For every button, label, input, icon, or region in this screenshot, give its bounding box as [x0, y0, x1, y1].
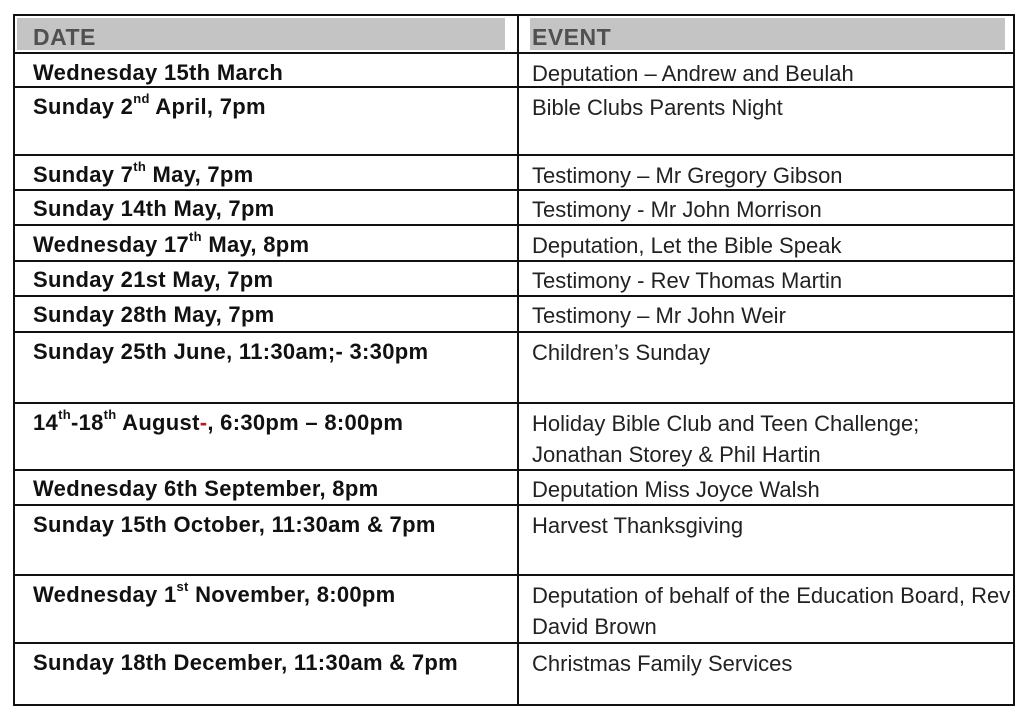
event-date: Sunday 28th May, 7pm	[33, 302, 275, 327]
table-row	[15, 404, 1013, 471]
header-event-label: EVENT	[532, 24, 612, 50]
table-header-row	[15, 16, 1013, 54]
table-row	[15, 506, 1013, 576]
event-date: Sunday 2nd April, 7pm	[33, 90, 266, 119]
event-name: Bible Clubs Parents Night	[532, 95, 783, 120]
table-row	[15, 54, 1013, 88]
event-date: Wednesday 15th March	[33, 60, 284, 85]
table-row	[15, 262, 1013, 297]
event-name: Testimony - Mr John Morrison	[532, 197, 822, 222]
event-name: Testimony – Mr Gregory Gibson	[532, 163, 843, 188]
event-name: Christmas Family Services	[532, 651, 793, 676]
events-table	[13, 14, 1015, 706]
event-date: 14th-18th August-, 6:30pm – 8:00pm	[33, 406, 404, 435]
table-row	[15, 226, 1013, 262]
header-date-label: DATE	[33, 24, 96, 50]
event-name: Children’s Sunday	[532, 340, 711, 365]
table-row	[15, 644, 1013, 704]
header-cell-date	[17, 18, 505, 50]
table-row	[15, 191, 1013, 226]
table-row	[15, 156, 1013, 191]
header-cell-event	[530, 18, 1005, 50]
event-name: Harvest Thanksgiving	[532, 513, 744, 538]
event-name: Testimony - Rev Thomas Martin	[532, 268, 843, 293]
event-name: Deputation – Andrew and Beulah	[532, 61, 854, 86]
event-name: Deputation of behalf of the Education Board, Rev David Brown	[532, 583, 1011, 639]
event-date: Sunday 14th May, 7pm	[33, 196, 275, 221]
table-row	[15, 576, 1013, 644]
table-row	[15, 297, 1013, 333]
event-date: Sunday 15th October, 11:30am & 7pm	[33, 512, 436, 537]
event-date: Wednesday 17th May, 8pm	[33, 228, 310, 257]
event-date: Wednesday 6th September, 8pm	[33, 476, 379, 501]
table-row	[15, 88, 1013, 156]
event-name: Holiday Bible Club and Teen Challenge; Jonathan Storey & Phil Hartin	[532, 411, 920, 467]
table-row	[15, 333, 1013, 404]
event-name: Deputation, Let the Bible Speak	[532, 233, 842, 258]
event-name: Deputation Miss Joyce Walsh	[532, 477, 820, 502]
event-date: Sunday 7th May, 7pm	[33, 158, 254, 187]
event-date: Wednesday 1st November, 8:00pm	[33, 578, 396, 607]
table-row	[15, 471, 1013, 506]
event-date: Sunday 25th June, 11:30am;- 3:30pm	[33, 339, 429, 364]
event-date: Sunday 18th December, 11:30am & 7pm	[33, 650, 459, 675]
event-name: Testimony – Mr John Weir	[532, 303, 786, 328]
event-date: Sunday 21st May, 7pm	[33, 267, 274, 292]
